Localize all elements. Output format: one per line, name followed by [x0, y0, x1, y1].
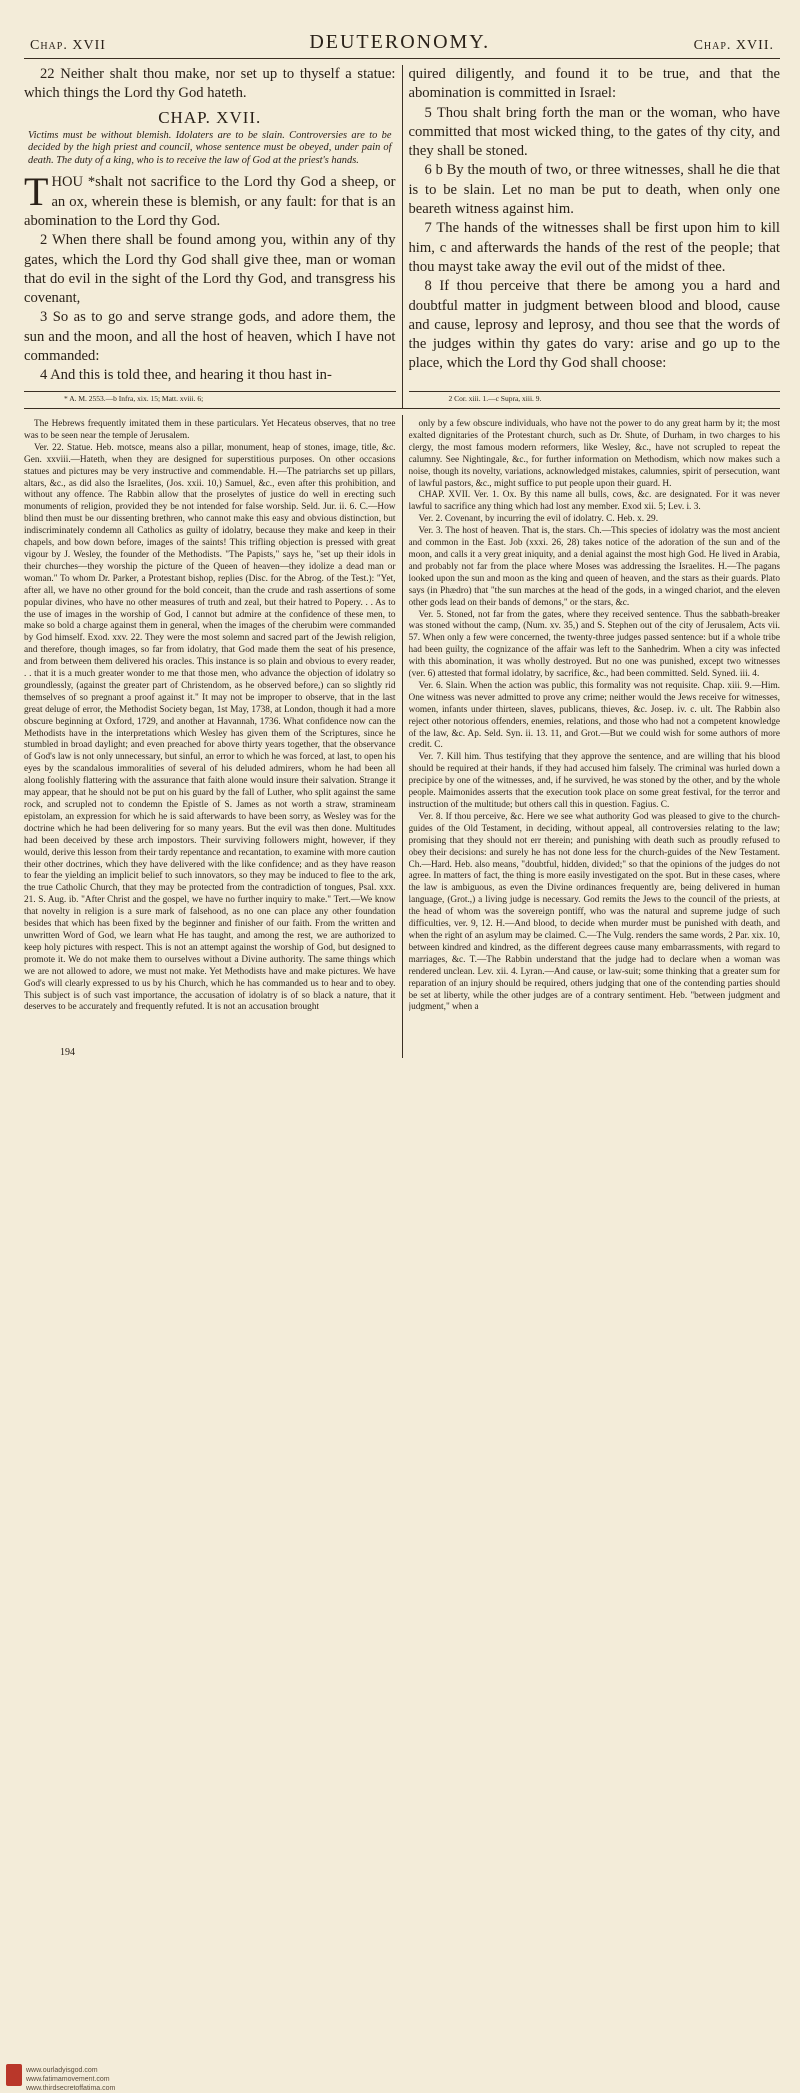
- commentary-paragraph: Ver. 6. Slain. When the action was public, this formality was not requisite. Chap. xiii. 9.—Him. One witness was never admitted to prove any crime; neither would the Jews receive for witnesses, women, infants under thirteen, slaves, publicans, thieves, &c. Josep. iv. c. ult. The Rabbin also reject other notorious offenders, enemies, relations, and those who had not a competent knowledge of the law, &c. Ap. Seld. Syn. ii. 13. 11, and Grot.—But we could wish for some authors of more credit. C.: [408, 680, 780, 751]
- site-logo-icon: [6, 2064, 22, 2086]
- commentary-paragraph: CHAP. XVII. Ver. 1. Ox. By this name all bulls, cows, &c. are designated. For it was never lawful to sacrifice any thing which had lost any member. Exod xii. 5; Lev. i. 3.: [408, 490, 780, 513]
- scripture-columns: [24, 65, 780, 408]
- commentary-right: [409, 419, 781, 1045]
- chapter-summary: Victims must be without blemish. Idolaters are to be slain. Controversies are to be decided by the high priest and council, whose sentence must be obeyed, under pain of death. The duty of a king, who is to receive the law of God at the priest's hands.: [28, 129, 392, 166]
- running-header: [24, 30, 780, 59]
- column-divider: [402, 65, 403, 408]
- verse-22: 22 Neither shalt thou make, nor set up to thyself a statue: which things the Lord thy God hateth.: [24, 66, 396, 102]
- commentary-paragraph: Ver. 7. Kill him. Thus testifying that they approve the sentence, and are willing that his blood should be required at their hands, if they had accused him falsely. The criminal was hurled down a precipice by one of the witnesses, and, if he survived, he was stoned by the other, and by the whole people. Maimonides asserts that the execution took place on some great festival, for the terror and instruction of the multitude; but others call this in question. Fagius. C.: [408, 752, 780, 810]
- page-number: 194: [60, 1047, 75, 1058]
- right-cross-references: 2 Cor. xiii. 1.—c Supra, xiii. 9.: [409, 391, 781, 408]
- commentary-column-divider: [402, 415, 403, 1058]
- verse-4: 4 And this is told thee, and hearing it thou hast in-: [40, 367, 332, 384]
- watermark-url: www.fatimamovement.com: [26, 2076, 110, 2083]
- left-scripture-text: [24, 65, 396, 387]
- right-column: [409, 65, 781, 408]
- verse-4-continued: quired diligently, and found it to be true, and that the abomination is committed in Israel:: [408, 66, 780, 102]
- verse-2: 2 When there shall be found among you, within any of thy gates, which the Lord thy God shall give thee, man or woman that do evil in the sight of the Lord thy God, and transgress his covenant,: [24, 232, 396, 307]
- watermark-urls: [26, 2066, 115, 2093]
- bible-page: [24, 30, 780, 1058]
- commentary-paragraph: Ver. 22. Statue. Heb. motsce, means also a pillar, monument, heap of stones, image, title, &c. Gen. xxviii.—Hateth, when they are designed for superstitious purposes. On other occasions statues and pictures may be very instructive and commendable. H.—The patriarchs set up pillars, altars, &c., as did also the Israelites, (Jos. xxii. 10,) Samuel, &c., even after this prohibition, and without any offence. The Rabbin allow that the proselytes of justice do well in erecting such monuments of religion, provided they be not intended for false worship. Seld. Jur. ii. 6. C.—How blind then must be our dissenting brethren, who cannot make this easy and obvious distinction, but indiscriminately condemn all Catholics as guilty of idolatry, because they make and keep in their chapels, and bow down before, images of the saints! This trifling objection is pressed with great vigour by J. Wesley, the founder of the Methodists. "The Papists," says he, "set up their idols in their churches—they worship the picture of the Queen of heaven—they idolize a dead man or woman." To whom Dr. Parker, a Protestant bishop, replies (Disc. for the Abrog. of the Test.): "Yet, after all, we have no other ground for the bold conceit, than the crude and rash assertions of some popular divines, who have no other measures of truth and zeal, but their hatred to Popery. . . As to the use of images in the worship of God, I cannot but admire at the confidence of these men, to make so bold a charge against them in general, when the images of the cherubim were commanded by God himself. Exod. xxv. 22. They were the most solemn and sacred part of the Jewish religion, and therefore, though images, so far from idolatry, that God made them the seat of his presence, and from between them delivered his oracles. This instance is so plain and obvious to every reader, . . that it is a much greater wonder to me that those men, who advance the objection of idolatry so groundlessly, (against the greater part of Christendom, as he observed before,) can so slightly rid themselves of so pregnant a proof against it." It may not be improper to observe, that in the last great deluge of error, the Methodist Society began, 1st May, 1738, at London, though it had a more obscure beginning at Oxford, 1729, and another at Havannah, 1736. What confidence now can the Methodists have in the interpretations which Wesley has given them of the Scriptures, since he stumbled in broad daylight; and even preached for above thirty years together, that the observance of God's law is not only unnecessary, but sinful, an error to which he was forced, at last, to open his eyes by the scandalous immoralities of several of his deluded admirers, whom he had been all along foolishly flattering with the assurance that faith alone would insure their salvation. Strange it may appear, that he should not be put on his guard by the fall of Luther, who split against the same rock, and scrupled not to condemn the Epistle of S. James as not worth a straw, stramineam epistolam, an expression for which he is said afterwards to have been sorry, as Wesley was for the doctrine which he had been delivering for so many years. But the evil was then done. Multitudes had been deceived by these arch impostors. Their surviving followers might, however, if they would, derive this lesson from their tardy repentance and recantation, to examine with more caution their other doctrines, which they have delivered with the like confidence; and as they have reason to fear the yielding an implicit belief to such innovators, so they may be induced to flee to the ark, the true Catholic Church, that they may be protected from the contradiction of tongues, Psal. xxx. 21. S. Aug. ib. "After Christ and the gospel, we have no further inquiry to make." Tert.—We know that novelty in religion is a sure mark of falsehood, as no one can place any other foundation besides that which has been fixed by the beginner and finisher of our faith. From the written and unwritten Word of God, we learn what He has taught, and among the rest, we are authorized to keep holy pictures with respect. This is not an attempt against the worship of God, but designed to promote it. We do not make them to ourselves without a Divine authority. The same things which we are not allowed to adore, we must not make. Yet Methodists have and make pictures. We have God's will clearly expressed to us by his Church, which he has commanded us to hear and to obey. This subject is of such vast importance, the accusation of idolatry is of so black a nature, that it deserves to be accurately and frequently refuted. It is not an accusation brought: [24, 442, 396, 1013]
- verse-1-text: HOU *shalt not sacrifice to the Lord thy God a sheep, or an ox, wherein these is blemish, or any fault: for that is an abomination to the Lord thy God.: [24, 174, 396, 229]
- commentary-left-column: [24, 415, 396, 1058]
- commentary-paragraph: Ver. 5. Stoned, not far from the gates, where they received sentence. Thus the sabbath-breaker was stoned without the camp, (Num. xv. 35,) and S. Stephen out of the city of Jerusalem, Acts vii. 57. When only a few were concerned, the twenty-three judges passed sentence: but if a whole tribe had been guilty, the cognizance of the affair was left to the Sanhedrim. When a city was infected with this abomination, it was wholly destroyed. But no one was punished, except two witnesses (ver. 6) attested that formal idolatry, by sacrifice, &c., had been committed. Seld. Syned. iii. 4.: [408, 609, 780, 680]
- left-cross-references: * A. M. 2553.—b Infra, xix. 15; Matt. xviii. 6;: [24, 391, 396, 408]
- header-right-chapter: Chap. XVII.: [693, 38, 774, 53]
- left-column: [24, 65, 396, 408]
- commentary-divider: [24, 408, 780, 409]
- right-scripture-text: [409, 65, 781, 387]
- drop-cap: T: [24, 169, 49, 215]
- verse-3: 3 So as to go and serve strange gods, and adore them, the sun and the moon, and all the host of heaven, which I have not commanded:: [24, 309, 396, 365]
- commentary-columns: [24, 415, 780, 1058]
- watermark-url: www.ourladyisgod.com: [26, 2067, 98, 2074]
- commentary-paragraph: Ver. 8. If thou perceive, &c. Here we see what authority God was pleased to give to the church-guides of the Old Testament, in deciding, without appeal, all controversies relating to the law; promising that they should not err therein; and punishing with death such as proudly refused to obey their decisions: and surely he has not done less for the church-guides of the New Testament. Ch.—Hard. Heb. also means, "doubtful, hidden, divided;" so that the opinions of the judges do not agree. In matters of fact, the thing is more easily investigated on the spot. But in these cases, where the law is ambiguous, as even the Divine ordinances frequently are, being delivered in human language, (Grot.,) a living judge is necessary. God remits the Jews to the council of the priests, at the head of whom was the sovereign pontiff, who was the natural and supreme judge of such difficulties, ver. 9, 12. H.—And blood, to decide when murder must be punished with death, and when the right of an asylum may be claimed. C.—The Vulg. renders the same words, 2 Par. xix. 10, between kindred and kindred, as the different degrees cause many embarrassments, with regard to marriages, &c. T.—The Rabbin understand that the judge had to declare when a woman was rendered unclean. Lev. xii. 4. Lyran.—And cause, or law-suit; some thinking that a greater sum for reparation of an injury should be required, others judging that one of the contending parties should be set at liberty, while the other judges are of a contrary sentiment. Heb. "between judgment and judgment," when a: [408, 811, 780, 1013]
- commentary-paragraph: Ver. 2. Covenant, by incurring the evil of idolatry. C. Heb. x. 29.: [418, 514, 659, 525]
- commentary-paragraph: The Hebrews frequently imitated them in these particulars. Yet Hecateus observes, that no tree was to be seen near the temple of Jerusalem.: [24, 419, 396, 441]
- commentary-right-column: [409, 415, 781, 1058]
- verse-5: 5 Thou shalt bring forth the man or the woman, who have committed that most wicked thing, to the gates of thy city, and they shall be stoned.: [408, 104, 780, 160]
- watermark-url: www.thirdsecretoffatima.com: [26, 2085, 116, 2092]
- verse-7: 7 The hands of the witnesses shall be first upon him to kill him, c and afterwards the hands of the rest of the people; that thou mayst take away the evil out of the midst of thee.: [408, 220, 780, 275]
- commentary-left: [24, 419, 396, 1045]
- verse-6: 6 b By the mouth of two, or three witnesses, shall he die that is to be slain. Let no man be put to death, when only one beareth witness against him.: [408, 162, 780, 218]
- verse-8: 8 If thou perceive that there be among you a hard and doubtful matter in judgment between blood and blood, cause and cause, leprosy and leprosy, and thou see that the words of the judges within thy gates do vary: arise and go up to the place, which the Lord thy God shall choose:: [408, 278, 780, 372]
- commentary-paragraph: Ver. 3. The host of heaven. That is, the stars. Ch.—This species of idolatry was the most ancient and common in the East. Job (xxxi. 26, 28) takes notice of the adoration of the sun and of the moon, and calls it a very great iniquity, and a denial against the most high God. He lived in Arabia, and probably not far from the place where Moses was addressing the Israelites. H.—The pagans looked upon the sun and moon as the king and queen of heaven, and the stars as their guards. Plato says (in Phædro) that "the sun marches at the head of the gods, in a winged chariot, and the eleven other gods lead on their bands of demons," or the stars, &c.: [408, 526, 780, 608]
- commentary-paragraph: only by a few obscure individuals, who have not the power to do any great harm by it; the most exalted dignitaries of the Protestant church, such as Dr. Shute, of Durham, in two charges to his clergy, the most famous modern reformers, like Wesley, &c., have not scrupled to repeat the calumny. See Nightingale, &c., for further information on Methodism, which now makes such a noise, though its novelty, variations, acknowledged mistakes, calumnies, spirit of persecution, want of lawful pastors, &c., might suffice to put people upon their guard. H.: [408, 419, 780, 489]
- header-book-title: DEUTERONOMY.: [309, 31, 491, 53]
- verse-1: [24, 169, 396, 231]
- header-left-chapter: Chap. XVII: [30, 38, 106, 53]
- chapter-title: CHAP. XVII.: [158, 107, 262, 127]
